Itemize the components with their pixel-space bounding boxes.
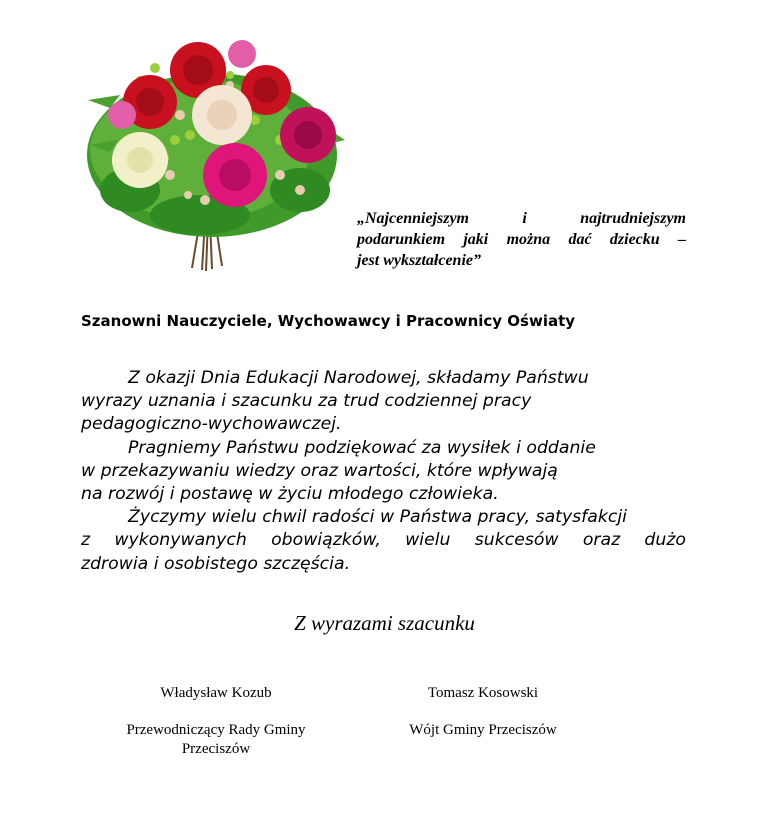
body-line: pedagogiczno-wychowawczej. [81,414,342,435]
body-line: zdrowia i osobistego szczęścia. [81,553,351,574]
quote [357,208,686,271]
signature-chairman [106,684,326,759]
body-line: Z okazji Dnia Edukacji Narodowej, składamy Państwu [128,368,589,388]
closing-phrase: Z wyrazami szacunku [294,611,475,635]
bouquet-image [80,40,350,272]
body-line: Życzymy wielu chwil radości w Państwa pracy, satysfakcji [128,507,627,528]
signature-role: Przewodniczący Rady Gminy Przeciszów [126,722,306,757]
body-line: wyrazy uznania i szacunku za trud codziennej pracy [81,391,532,412]
signature-mayor [373,684,593,740]
signature-name: Władysław Kozub [160,685,272,701]
body-line: Pragniemy Państwu podziękować za wysiłek i oddanie [128,437,596,458]
quote-line: „Najcenniejszym i najtrudniejszym [357,210,686,227]
greeting-heading: Szanowni Nauczyciele, Wychowawcy i Pracownicy Oświaty [81,312,576,330]
body-line: na rozwój i postawę w życiu młodego człowieka. [81,484,499,505]
quote-line: jest wykształcenie” [357,252,481,269]
body-line: z wykonywanych obowiązków, wielu sukcesów oraz dużo [81,530,686,551]
signature-name: Tomasz Kosowski [427,685,539,701]
letter-body [81,367,686,576]
signature-role: Wójt Gminy Przeciszów [409,722,557,738]
quote-line: podarunkiem jaki można dać dziecku – [357,231,686,248]
body-line: w przekazywaniu wiedzy oraz wartości, które wpływają [81,460,558,481]
